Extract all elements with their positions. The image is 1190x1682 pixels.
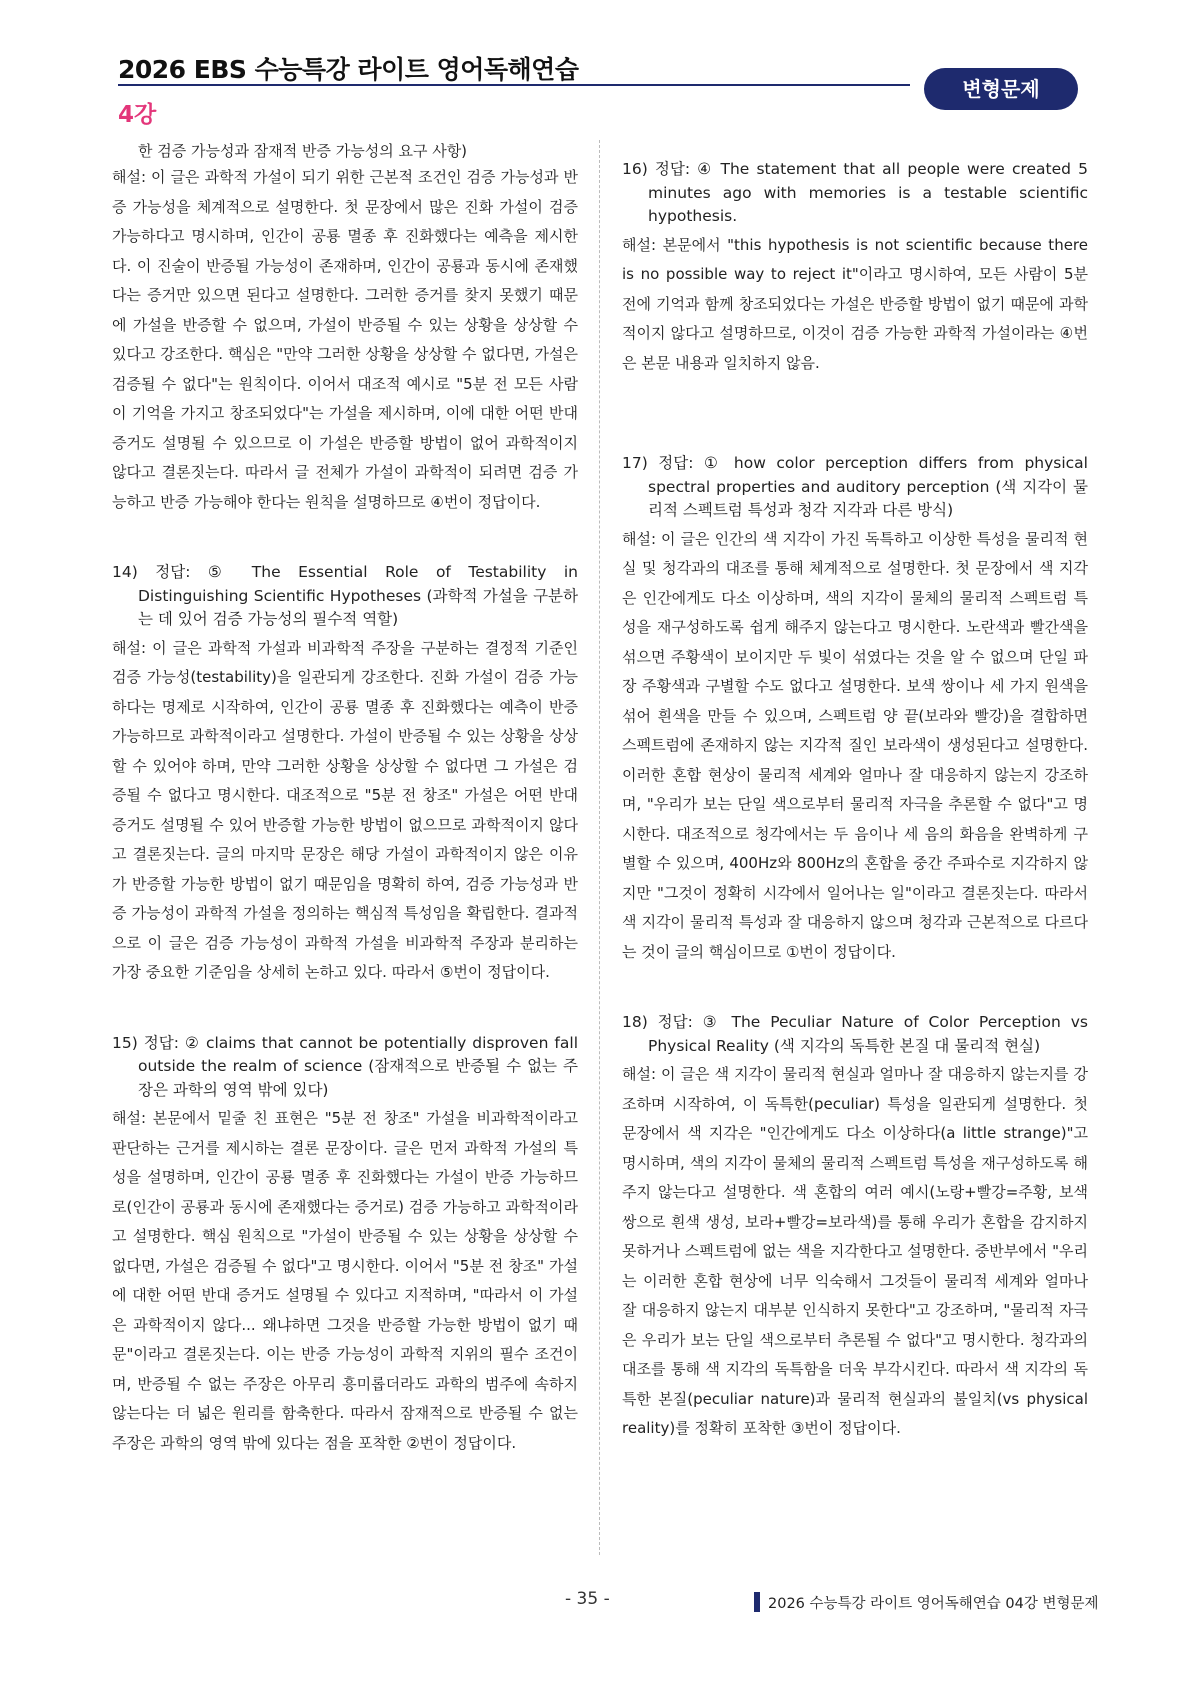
answer-17: 17) 정답: ① how color perception differs from physical spectral properties and auditory perception (색 지각이 물리적 스펙트럼 특성과 청각 지각과 다른 방식) — [622, 454, 1088, 519]
explanation-15: 해설: 본문에서 밑줄 친 표현은 "5분 전 창조" 가설을 비과학적이라고 판단하는 근거를 제시하는 결론 문장이다. 글은 먼저 과학적 가설의 특성을 설명하며, 인간이 공룡 멸종 후 진화했다는 가설이 반증 가능하므로(인간이 공룡과 동시에 존재했다는 증거로) 검증 가능하고 과학적이라고 설명한다. 핵심 원칙으로 "가설이 반증될 수 있는 상황을 상상할 수 없다면, 가설은 검증될 수 없다"고 명시한다. 이어서 "5분 전 창조" 가설에 대한 어떤 반대 증거도 설명될 수 있다고 지적하며, "따라서 이 가설은 과학적이지 않다... 왜냐하면 그것을 반증할 가능한 방법이 없기 때문"이라고 결론짓는다. 이는 반증 가능성이 과학적 지위의 필수 조건이며, 반증될 수 없는 주장은 아무리 흥미롭더라도 과학의 범주에 속하지 않는다는 더 넓은 원리를 함축한다. 따라서 잠재적으로 반증될 수 없는 주장은 과학의 영역 밖에 있다는 점을 포착한 ②번이 정답이다. — [112, 1109, 578, 1452]
right-column — [622, 158, 1088, 1444]
explanation-13: 해설: 이 글은 과학적 가설이 되기 위한 근본적 조건인 검증 가능성과 반증 가능성을 체계적으로 설명한다. 첫 문장에서 많은 진화 가설이 검증 가능하다고 명시하며, 인간이 공룡 멸종 후 진화했다는 예측을 제시한다. 이 진술이 반증될 가능성이 존재하며, 인간이 공룡과 동시에 존재했다는 증거만 있으면 된다고 설명한다. 그러한 증거를 찾지 못했기 때문에 가설을 반증할 수 없으며, 가설이 반증될 수 있는 상황을 상상할 수 있다고 강조한다. 핵심은 "만약 그러한 상황을 상상할 수 없다면, 가설은 검증될 수 없다"는 원칙이다. 이어서 대조적 예시로 "5분 전 모든 사람이 기억을 가지고 창조되었다"는 가설을 제시하며, 이에 대한 어떤 반대 증거도 설명될 수 있으므로 이 가설은 반증할 방법이 없어 과학적이지 않다고 결론짓는다. 따라서 글 전체가 가설이 과학적이 되려면 검증 가능하고 반증 가능해야 한다는 원칙을 설명하므로 ④번이 정답이다. — [112, 168, 578, 511]
explanation-18: 해설: 이 글은 색 지각이 물리적 현실과 얼마나 잘 대응하지 않는지를 강조하며 시작하여, 이 독특한(peculiar) 특성을 일관되게 설명한다. 첫 문장에서 색 지각은 "인간에게도 다소 이상하다(a little strange)"고 명시하며, 색의 지각이 물체의 물리적 스펙트럼 특성을 재구성하도록 해주지 않는다고 설명한다. 색 혼합의 여러 예시(노랑+빨강=주황, 보색 쌍으로 흰색 생성, 보라+빨강=보라색)를 통해 우리가 혼합을 감지하지 못하거나 스펙트럼에 없는 색을 지각한다고 설명한다. 중반부에서 "우리는 이러한 혼합 현상에 너무 익숙해서 그것들이 물리적 세계와 얼마나 잘 대응하지 않는지 대부분 인식하지 못한다"고 강조하며, "물리적 자극은 우리가 보는 단일 색으로부터 추론될 수 없다"고 명시한다. 청각과의 대조를 통해 색 지각의 독특함을 더욱 부각시킨다. 따라서 색 지각의 독특한 본질(peculiar nature)과 물리적 현실과의 불일치(vs physical reality)를 정확히 포착한 ③번이 정답이다. — [622, 1065, 1088, 1437]
explanation-14: 해설: 이 글은 과학적 가설과 비과학적 주장을 구분하는 결정적 기준인 검증 가능성(testability)을 일관되게 강조한다. 진화 가설이 검증 가능하다는 명제로 시작하여, 인간이 공룡 멸종 후 진화했다는 예측이 반증 가능하므로 과학적이라고 설명한다. 가설이 반증될 수 있는 상황을 상상할 수 있어야 하며, 만약 그러한 상황을 상상할 수 없다면 그 가설은 검증될 수 없다고 명시한다. 대조적으로 "5분 전 창조" 가설은 어떤 반대 증거도 설명될 수 있어 반증할 가능한 방법이 없으므로 과학적이지 않다고 결론짓는다. 글의 마지막 문장은 해당 가설이 과학적이지 않은 이유가 반증할 가능한 방법이 없기 때문임을 명확히 하여, 검증 가능성과 반증 가능성이 과학적 가설을 정의하는 핵심적 특성임을 확립한다. 결과적으로 이 글은 검증 가능성이 과학적 가설을 비과학적 주장과 분리하는 가장 중요한 기준임을 상세히 논하고 있다. 따라서 ⑤번이 정답이다. — [112, 638, 578, 981]
answer-18: 18) 정답: ③ The Peculiar Nature of Color Perception vs Physical Reality (색 지각의 독특한 본질 대 물리적 현실) — [622, 1013, 1088, 1055]
answer-14: 14) 정답: ⑤ The Essential Role of Testability in Distinguishing Scientific Hypotheses (과학적 가설을 구분하는 데 있어 검증 가능성의 필수적 역할) — [112, 563, 578, 628]
footer-title: 2026 수능특강 라이트 영어독해연습 04강 변형문제 — [768, 1596, 1099, 1612]
page-number: - 35 - — [565, 1589, 610, 1609]
continued-answer: 한 검증 가능성과 잠재적 반증 가능성의 요구 사항) — [138, 142, 468, 160]
column-divider — [599, 140, 600, 1555]
left-column — [112, 140, 578, 1458]
answer-15: 15) 정답: ② claims that cannot be potentially disproven fall outside the realm of science (잠재적으로 반증될 수 없는 주장은 과학의 영역 밖에 있다) — [112, 1033, 578, 1099]
document-title: 2026 EBS 수능특강 라이트 영어독해연습 — [118, 55, 579, 84]
answer-16: 16) 정답: ④ The statement that all people were created 5 minutes ago with memories is a testable scientific hypothesis. — [622, 160, 1088, 225]
lesson-label: 4강 — [118, 102, 157, 128]
section-badge: 변형문제 — [924, 68, 1078, 110]
explanation-16: 해설: 본문에서 "this hypothesis is not scientific because there is no possible way to reject it"이라고 명시하여, 모든 사람이 5분 전에 기억과 함께 창조되었다는 가설은 반증할 방법이 없기 때문에 과학적이지 않다고 설명하므로, 이것이 검증 가능한 과학적 가설이라는 ④번은 본문 내용과 일치하지 않음. — [622, 235, 1088, 372]
explanation-17: 해설: 이 글은 인간의 색 지각이 가진 독특하고 이상한 특성을 물리적 현실 및 청각과의 대조를 통해 체계적으로 설명한다. 첫 문장에서 색 지각은 인간에게도 다소 이상하며, 색의 지각이 물체의 물리적 스펙트럼 특성을 재구성하도록 쉽게 해주지 않는다고 명시한다. 노란색과 빨간색을 섞으면 주황색이 보이지만 두 빛이 섞였다는 것을 알 수 없으며 단일 파장 주황색과 구별할 수도 없다고 설명한다. 보색 쌍이나 세 가지 원색을 섞어 흰색을 만들 수 있으며, 스펙트럼 양 끝(보라와 빨강)을 결합하면 스펙트럼에 존재하지 않는 지각적 질인 보라색이 생성된다고 설명한다. 이러한 혼합 현상이 물리적 세계와 얼마나 잘 대응하지 않는지 강조하며, "우리가 보는 단일 색으로부터 물리적 자극을 추론할 수 없다"고 명시한다. 대조적으로 청각에서는 두 음이나 세 음의 화음을 완벽하게 구별할 수 있으며, 400Hz와 800Hz의 혼합을 중간 주파수로 지각하지 않지만 "그것이 정확히 시각에서 일어나는 일"이라고 결론짓는다. 따라서 색 지각이 물리적 특성과 잘 대응하지 않으며 청각과 근본적으로 다르다는 것이 글의 핵심이므로 ①번이 정답이다. — [622, 529, 1088, 961]
header-rule — [118, 84, 910, 86]
footer-marker — [754, 1592, 760, 1612]
